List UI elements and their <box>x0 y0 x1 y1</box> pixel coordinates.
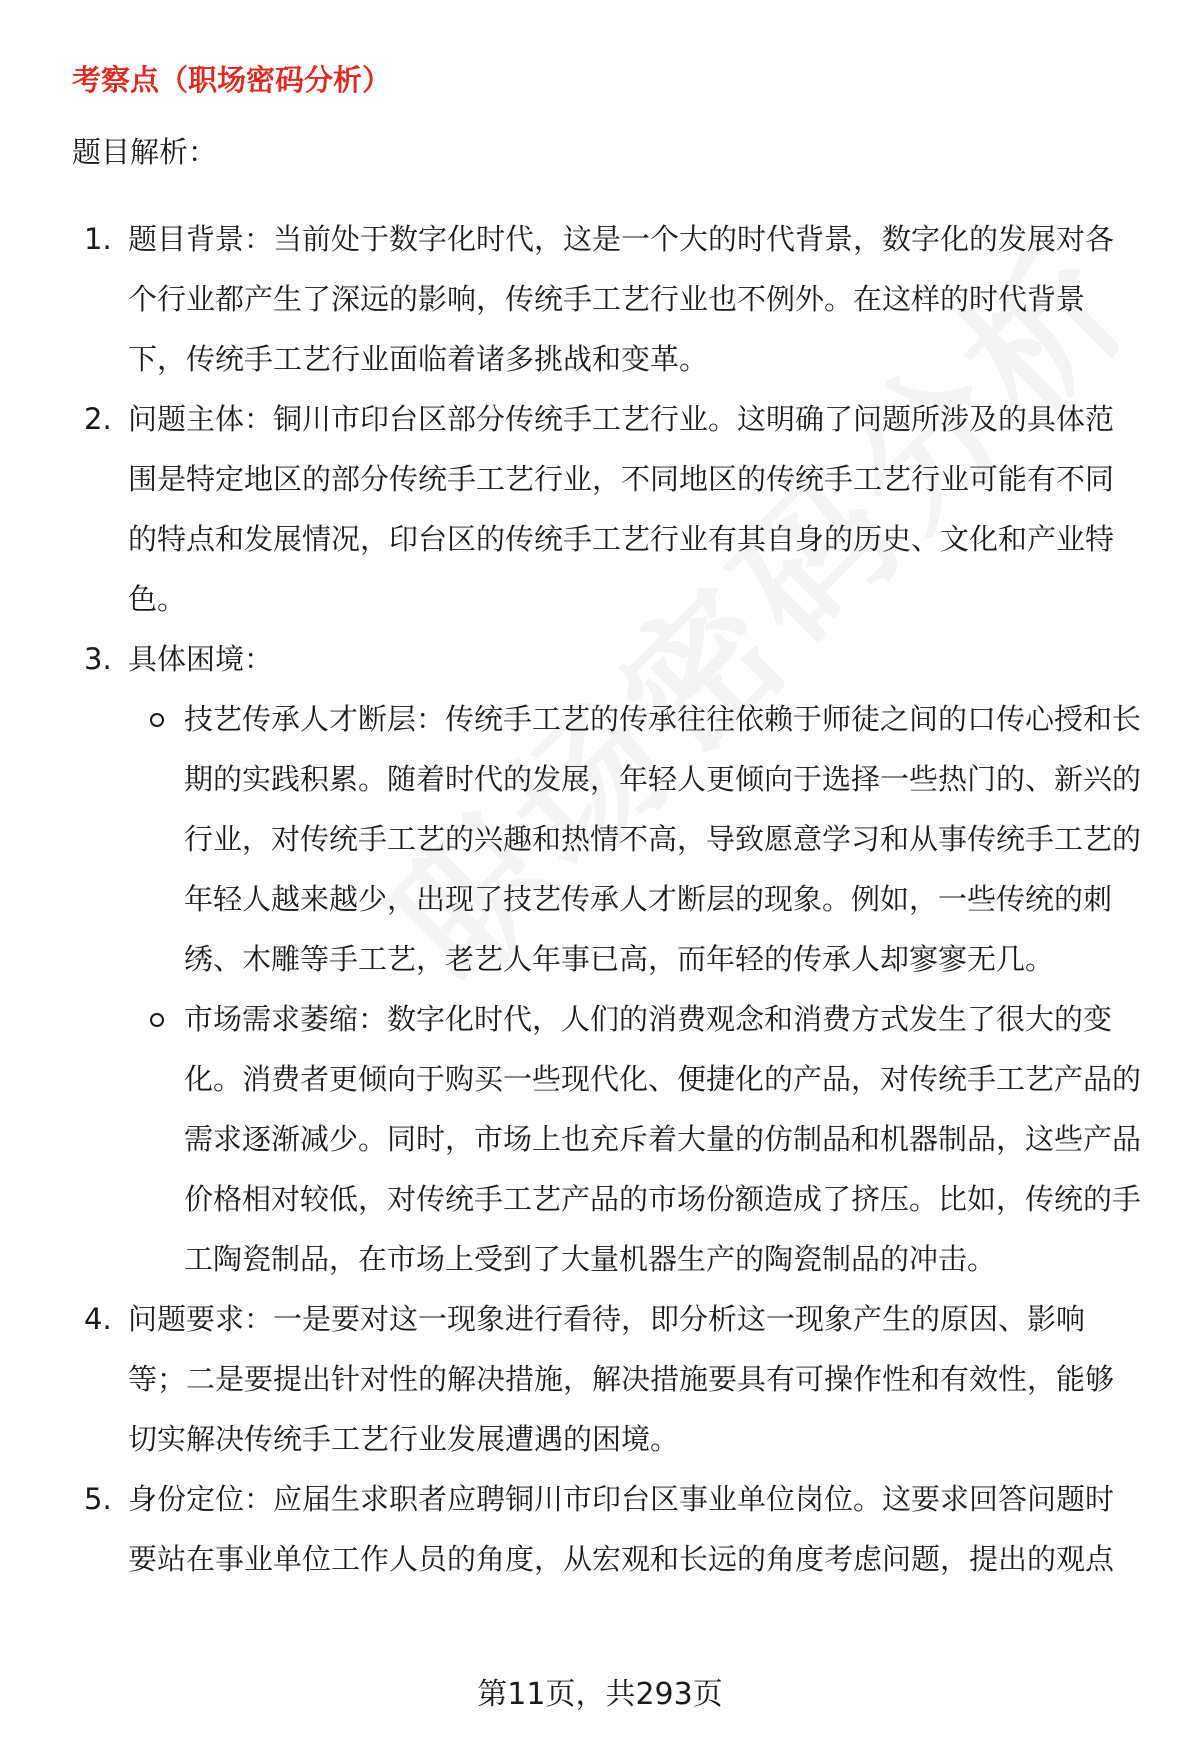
analysis-list <box>72 209 1142 1589</box>
section-title: 考察点（职场密码分析） <box>72 63 392 97</box>
list-item <box>72 1469 1142 1589</box>
list-item-text: 身份定位：应届生求职者应聘铜川市印台区事业单位岗位。这要求回答问题时要站在事业单位工作人员的角度，从宏观和长远的角度考虑问题，提出的观点 <box>128 1482 1115 1576</box>
sub-list-item <box>128 989 1142 1289</box>
list-number: 1. <box>84 222 112 256</box>
list-item <box>72 1289 1142 1469</box>
list-item-text: 题目背景：当前处于数字化时代，这是一个大的时代背景，数字化的发展对各个行业都产生了深远的影响，传统手工艺行业也不例外。在这样的时代背景下，传统手工艺行业面临着诸多挑战和变革。 <box>128 222 1115 376</box>
list-number: 4. <box>84 1302 112 1336</box>
list-number: 2. <box>84 402 112 436</box>
page-number: 第11页，共293页 <box>477 1677 723 1712</box>
content-area <box>72 55 1142 1589</box>
sub-list-item-text: 技艺传承人才断层：传统手工艺的传承往往依赖于师徒之间的口传心授和长期的实践积累。随着时代的发展，年轻人更倾向于选择一些热门的、新兴的行业，对传统手工艺的兴趣和热情不高，导致愿意学习和从事传统手工艺的年轻人越来越少，出现了技艺传承人才断层的现象。例如，一些传统的刺绣、木雕等手工艺，老艺人年事已高，而年轻的传承人却寥寥无几。 <box>184 702 1142 976</box>
sub-list-item-text: 市场需求萎缩：数字化时代，人们的消费观念和消费方式发生了很大的变化。消费者更倾向于购买一些现代化、便捷化的产品，对传统手工艺产品的需求逐渐减少。同时，市场上也充斥着大量的仿制品和机器制品，这些产品价格相对较低，对传统手工艺产品的市场份额造成了挤压。比如，传统的手工陶瓷制品，在市场上受到了大量机器生产的陶瓷制品的冲击。 <box>184 1002 1142 1276</box>
sub-list-item <box>128 689 1142 989</box>
list-item <box>72 629 1142 1289</box>
list-item-text: 问题要求：一是要对这一现象进行看待，即分析这一现象产生的原因、影响等；二是要提出针对性的解决措施，解决措施要具有可操作性和有效性，能够切实解决传统手工艺行业发展遭遇的困境。 <box>128 1302 1115 1456</box>
sub-list <box>128 689 1142 1289</box>
list-number: 3. <box>84 642 112 676</box>
list-number: 5. <box>84 1482 112 1516</box>
list-item <box>72 209 1142 389</box>
list-item <box>72 389 1142 629</box>
circle-bullet-icon <box>150 713 164 727</box>
list-item-text: 具体困境： <box>128 642 274 676</box>
list-item-text: 问题主体：铜川市印台区部分传统手工艺行业。这明确了问题所涉及的具体范围是特定地区的部分传统手工艺行业，不同地区的传统手工艺行业可能有不同的特点和发展情况，印台区的传统手工艺行业有其自身的历史、文化和产业特色。 <box>128 402 1115 616</box>
circle-bullet-icon <box>150 1013 164 1027</box>
intro-label: 题目解析： <box>72 135 218 169</box>
